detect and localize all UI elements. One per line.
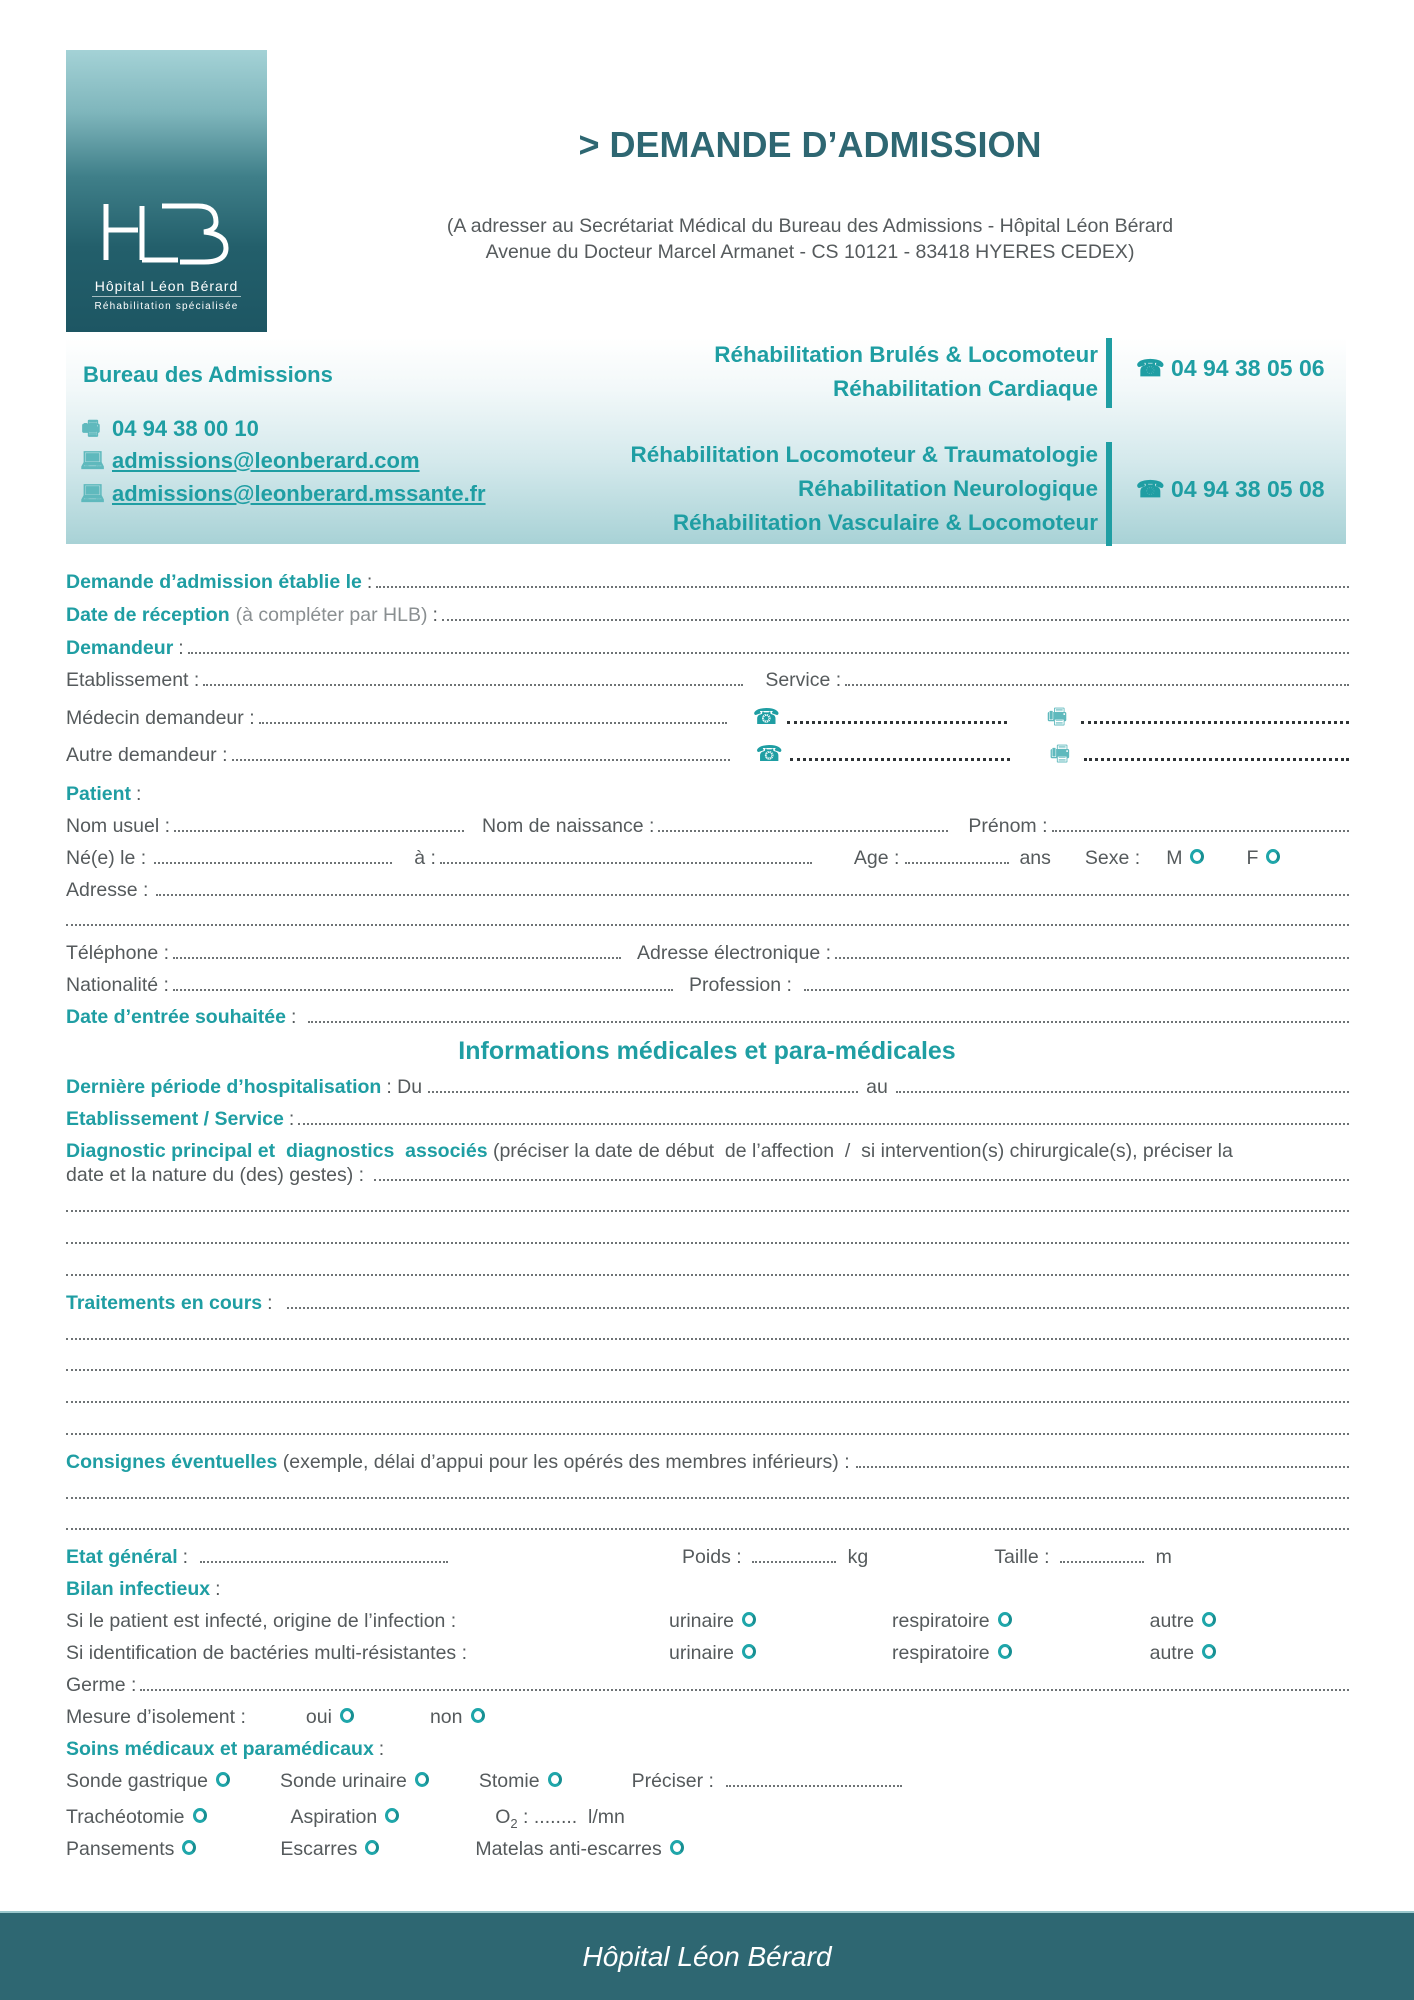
infection-respiratoire-radio[interactable] xyxy=(998,1612,1012,1627)
field-etat-general xyxy=(66,1544,1349,1570)
field-demandeur xyxy=(66,635,1349,661)
option-label: Stomie xyxy=(478,1770,540,1792)
diagnostic-line xyxy=(66,1258,1349,1284)
option-label: Pansements xyxy=(66,1838,175,1860)
diagnostic-line xyxy=(66,1194,1349,1220)
field-date-entree xyxy=(66,1004,1349,1030)
nom-naissance-input[interactable] xyxy=(658,814,948,832)
field-label: Né(e) le : xyxy=(66,847,147,869)
footer-bar xyxy=(0,1911,1414,2000)
consignes-line xyxy=(66,1481,1349,1507)
email-input[interactable] xyxy=(835,941,1349,959)
option-label: respiratoire xyxy=(892,1642,990,1664)
colon: : xyxy=(366,571,373,593)
group-2-phone xyxy=(1136,476,1325,503)
phone-icon: ☎ xyxy=(1136,476,1165,502)
field-label: Nationalité : xyxy=(66,974,169,996)
fax-icon: 🖷 xyxy=(1049,741,1071,766)
field-label: Soins médicaux et paramédicaux xyxy=(66,1738,374,1760)
field-label: Médecin demandeur : xyxy=(66,707,255,729)
etablissement-input[interactable] xyxy=(203,668,743,686)
group-divider xyxy=(1106,338,1112,408)
field-label: Téléphone : xyxy=(66,942,169,964)
bureau-title: Bureau des Admissions xyxy=(83,362,333,387)
service-group-1 xyxy=(714,338,1098,406)
field-consignes xyxy=(66,1449,1349,1475)
field-diagnostic-2 xyxy=(66,1162,1349,1188)
option-label: autre xyxy=(1149,1610,1195,1632)
medecin-fax-input[interactable] xyxy=(1081,706,1349,724)
nationalite-input[interactable] xyxy=(173,973,673,991)
hlb-logo-mark-icon xyxy=(66,198,267,268)
traitements-input-line[interactable] xyxy=(66,1417,1349,1435)
escarres-radio[interactable] xyxy=(365,1840,379,1855)
consignes-input-line[interactable] xyxy=(66,1481,1349,1499)
phone-number: 04 94 38 05 06 xyxy=(1171,355,1325,381)
option-label: M xyxy=(1166,847,1183,869)
service-name: Réhabilitation Locomoteur & Traumatologie xyxy=(630,442,1098,467)
option-label: autre xyxy=(1149,1642,1195,1664)
field-label: Service : xyxy=(765,669,842,691)
colon: : xyxy=(178,637,184,659)
field-label: Demandeur xyxy=(66,637,174,659)
colon: : xyxy=(432,604,438,626)
o2-label xyxy=(495,1804,625,1837)
field-label: Taille : xyxy=(994,1546,1050,1568)
field-label: Traitements en cours xyxy=(66,1292,263,1314)
field-label: Bilan infectieux xyxy=(66,1578,211,1600)
matelas-radio[interactable] xyxy=(670,1840,684,1855)
periode-du-input[interactable] xyxy=(428,1075,858,1093)
option-label: F xyxy=(1246,847,1259,869)
field-note: (préciser la date de début de l’affection / si intervention(s) chirurgicale(s), préciser la xyxy=(487,1140,1233,1162)
pansements-radio[interactable] xyxy=(182,1840,196,1855)
sonde-urinaire-radio[interactable] xyxy=(415,1772,429,1787)
soins-heading xyxy=(66,1736,1349,1762)
option-label: urinaire xyxy=(669,1610,735,1632)
computer-icon: 💻︎ xyxy=(80,483,106,505)
bmr-urinaire-radio[interactable] xyxy=(742,1644,756,1659)
sonde-gastrique-radio[interactable] xyxy=(216,1772,230,1787)
field-label: Nom usuel : xyxy=(66,815,171,837)
field-germe xyxy=(66,1672,1349,1698)
email-line-2 xyxy=(80,481,486,507)
medecin-input[interactable] xyxy=(259,706,727,724)
field-autre-demandeur xyxy=(66,741,1349,767)
service-input[interactable] xyxy=(845,668,1349,686)
group-divider xyxy=(1106,442,1112,546)
option-label: Trachéotomie xyxy=(66,1806,185,1828)
field-label: Prénom : xyxy=(968,815,1048,837)
phone-number: 04 94 38 05 08 xyxy=(1171,476,1325,502)
colon: : xyxy=(378,1738,385,1760)
autre-demandeur-input[interactable] xyxy=(232,743,730,761)
field-naissance xyxy=(66,845,1349,871)
field-label: au xyxy=(866,1076,888,1098)
field-telephone-email xyxy=(66,940,1349,966)
sexe-f-radio[interactable] xyxy=(1266,849,1280,864)
consignes-input[interactable] xyxy=(856,1450,1349,1468)
phone-icon: ☎ xyxy=(755,741,783,766)
fax-icon: 🖷 xyxy=(1046,704,1068,729)
field-label: Autre demandeur : xyxy=(66,744,228,766)
service-name: Réhabilitation Neurologique xyxy=(797,476,1098,501)
field-label: Etat général xyxy=(66,1546,178,1568)
group-1-phone xyxy=(1136,355,1325,382)
field-label: Date de réception xyxy=(66,604,230,626)
unit-label: m xyxy=(1155,1546,1172,1568)
footer-text: Hôpital Léon Bérard xyxy=(582,1940,832,1972)
autre-phone-input[interactable] xyxy=(790,743,1010,761)
field-label: Adresse électronique : xyxy=(637,942,832,964)
field-adresse-2 xyxy=(66,908,1349,934)
field-etablissement-service xyxy=(66,667,1349,693)
field-nationalite-profession xyxy=(66,972,1349,998)
colon: : xyxy=(182,1546,189,1568)
logo-tagline: Réhabilitation spécialisée xyxy=(94,301,239,312)
adresse-input-line-2[interactable] xyxy=(66,908,1349,926)
field-label: Si identification de bactéries multi-résistantes : xyxy=(66,1642,468,1664)
bmr-autre-radio[interactable] xyxy=(1202,1644,1216,1659)
traitements-input-line[interactable] xyxy=(66,1385,1349,1403)
field-label: Etablissement : xyxy=(66,669,200,691)
logo-name: Hôpital Léon Bérard xyxy=(94,278,239,294)
email-link-2[interactable]: admissions@leonberard.mssante.fr xyxy=(112,481,486,506)
nom-usuel-input[interactable] xyxy=(174,814,464,832)
option-label: oui xyxy=(305,1706,332,1728)
field-label: Adresse : xyxy=(66,879,149,901)
field-traitements xyxy=(66,1290,1349,1316)
unit-label: ans xyxy=(1019,847,1051,869)
address-line-2: Avenue du Docteur Marcel Armanet - CS 10121 - 83418 HYERES CEDEX) xyxy=(485,241,1135,263)
demande-date-input[interactable] xyxy=(376,570,1349,588)
o2-symbol: O xyxy=(495,1806,511,1828)
poids-input[interactable] xyxy=(752,1545,836,1563)
field-bmr xyxy=(66,1640,1349,1666)
date-naissance-input[interactable] xyxy=(154,846,392,864)
date-entree-input[interactable] xyxy=(308,1005,1349,1023)
soins-row-1 xyxy=(66,1768,1349,1794)
option-label: Aspiration xyxy=(290,1806,378,1828)
field-label: Age : xyxy=(853,847,900,869)
field-infection-origine xyxy=(66,1608,1349,1634)
field-label: Consignes éventuelles xyxy=(66,1451,278,1473)
field-noms xyxy=(66,813,1349,839)
email-line-1 xyxy=(80,448,420,474)
field-label: Date d’entrée souhaitée xyxy=(66,1006,286,1028)
bmr-respiratoire-radio[interactable] xyxy=(998,1644,1012,1659)
option-label: Sonde gastrique xyxy=(66,1770,209,1792)
field-label: Profession : xyxy=(688,974,792,996)
traitements-line xyxy=(66,1385,1349,1411)
germe-input[interactable] xyxy=(140,1673,1349,1691)
tracheotomie-radio[interactable] xyxy=(193,1808,207,1823)
fax-number: 04 94 38 00 10 xyxy=(112,416,259,441)
logo-divider xyxy=(92,296,241,297)
o2-rate: : ........ l/mn xyxy=(517,1806,625,1828)
consignes-input-line[interactable] xyxy=(66,1512,1349,1530)
medecin-phone-input[interactable] xyxy=(787,706,1007,724)
field-note: date et la nature du (des) gestes) : xyxy=(66,1164,365,1186)
reception-date-input[interactable] xyxy=(442,603,1349,621)
colon: : xyxy=(215,1578,221,1600)
isolement-oui-radio[interactable] xyxy=(340,1708,354,1723)
etab-service-input[interactable] xyxy=(298,1107,1349,1125)
field-label: Préciser : xyxy=(631,1770,714,1792)
patient-heading xyxy=(66,781,1349,807)
section-label: Patient xyxy=(66,783,132,805)
demandeur-input[interactable] xyxy=(188,636,1349,654)
soins-row-2 xyxy=(66,1804,1349,1830)
traitements-input[interactable] xyxy=(287,1291,1349,1309)
colon: : xyxy=(290,1006,297,1028)
contact-band xyxy=(66,338,1346,544)
prenom-input[interactable] xyxy=(1052,814,1349,832)
field-medecin-demandeur xyxy=(66,704,1349,730)
diagnostic-input-line[interactable] xyxy=(66,1194,1349,1212)
periode-au-input[interactable] xyxy=(896,1075,1349,1093)
option-label: Sonde urinaire xyxy=(280,1770,407,1792)
field-label: Dernière période d’hospitalisation xyxy=(66,1076,382,1098)
field-etab-service xyxy=(66,1106,1349,1132)
field-adresse xyxy=(66,877,1349,903)
lieu-naissance-input[interactable] xyxy=(440,846,812,864)
phone-icon: ☎ xyxy=(1136,355,1165,381)
traitements-line xyxy=(66,1353,1349,1379)
age-input[interactable] xyxy=(905,846,1009,864)
field-note: (à compléter par HLB) xyxy=(235,604,428,626)
traitements-line xyxy=(66,1417,1349,1443)
email-link-1[interactable]: admissions@leonberard.com xyxy=(112,448,420,473)
infection-autre-radio[interactable] xyxy=(1202,1612,1216,1627)
fax-icon: 🖷 xyxy=(81,418,101,440)
colon: : xyxy=(267,1292,273,1314)
field-label: : Du xyxy=(386,1076,423,1098)
taille-input[interactable] xyxy=(1060,1545,1144,1563)
hospital-logo xyxy=(66,50,267,332)
page-title: > DEMANDE D’ADMISSION xyxy=(578,124,1042,165)
option-label: Matelas anti-escarres xyxy=(475,1838,662,1860)
etat-general-input[interactable] xyxy=(200,1545,448,1563)
field-label: Germe : xyxy=(66,1674,137,1696)
infection-urinaire-radio[interactable] xyxy=(742,1612,756,1627)
diagnostic-input-line[interactable] xyxy=(66,1226,1349,1244)
stomie-radio[interactable] xyxy=(548,1772,562,1787)
service-name: Réhabilitation Brulés & Locomoteur xyxy=(714,342,1098,367)
traitements-input-line[interactable] xyxy=(66,1353,1349,1371)
medical-section-title: Informations médicales et para-médicales xyxy=(458,1037,956,1065)
field-label: Sexe : xyxy=(1084,847,1141,869)
o2-subscript: 2 xyxy=(510,1815,518,1831)
service-name: Réhabilitation Cardiaque xyxy=(832,376,1098,401)
address-line-1: (A adresser au Secrétariat Médical du Bureau des Admissions - Hôpital Léon Bérard xyxy=(446,215,1174,237)
field-derniere-periode xyxy=(66,1074,1349,1100)
consignes-line xyxy=(66,1512,1349,1538)
traitements-input-line[interactable] xyxy=(66,1322,1349,1340)
option-label: Escarres xyxy=(280,1838,358,1860)
field-label: à : xyxy=(414,847,436,869)
adresse-input[interactable] xyxy=(156,878,1349,896)
field-date-reception xyxy=(66,602,1349,628)
unit-label: kg xyxy=(847,1546,869,1568)
field-isolement xyxy=(66,1704,1349,1730)
field-label: Si le patient est infecté, origine de l’infection : xyxy=(66,1610,457,1632)
soins-row-3 xyxy=(66,1836,1349,1862)
option-label: urinaire xyxy=(669,1642,735,1664)
field-note: (exemple, délai d’appui pour les opérés des membres inférieurs) : xyxy=(277,1451,850,1473)
option-label: non xyxy=(429,1706,463,1728)
field-label: Diagnostic principal et diagnostics associés xyxy=(66,1140,488,1162)
option-label: respiratoire xyxy=(892,1610,990,1632)
field-label: Poids : xyxy=(682,1546,742,1568)
colon: : xyxy=(136,783,142,805)
field-label: Nom de naissance : xyxy=(482,815,655,837)
field-label: Demande d’admission établie le xyxy=(66,571,362,593)
telephone-input[interactable] xyxy=(173,941,621,959)
profession-input[interactable] xyxy=(804,973,1349,991)
field-diagnostic xyxy=(66,1138,1349,1164)
diagnostic-input[interactable] xyxy=(374,1163,1349,1181)
diagnostic-input-line[interactable] xyxy=(66,1258,1349,1276)
bilan-heading xyxy=(66,1576,1349,1602)
traitements-line xyxy=(66,1322,1349,1348)
service-name: Réhabilitation Vasculaire & Locomoteur xyxy=(672,510,1098,535)
preciser-input[interactable] xyxy=(726,1769,902,1787)
autre-fax-input[interactable] xyxy=(1084,743,1349,761)
service-group-2 xyxy=(630,438,1098,540)
colon: : xyxy=(288,1108,295,1130)
fax-line xyxy=(80,416,259,442)
field-label: Etablissement / Service xyxy=(66,1108,284,1130)
diagnostic-line xyxy=(66,1226,1349,1252)
phone-icon: ☎ xyxy=(752,704,781,729)
aspiration-radio[interactable] xyxy=(385,1808,399,1823)
mailing-address xyxy=(380,213,1240,265)
sexe-m-radio[interactable] xyxy=(1190,849,1204,864)
isolement-non-radio[interactable] xyxy=(471,1708,485,1723)
field-demande-etablie xyxy=(66,569,1349,595)
computer-icon: 💻︎ xyxy=(80,450,106,472)
field-label: Mesure d’isolement : xyxy=(66,1706,246,1728)
